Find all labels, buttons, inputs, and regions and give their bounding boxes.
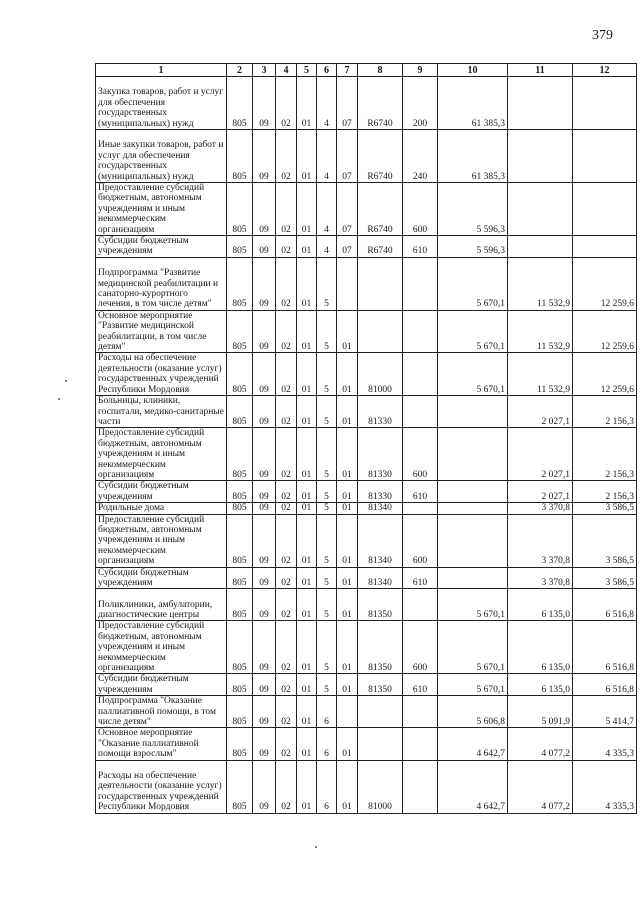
amount-cell: 6 516,8 (573, 621, 637, 674)
code-cell: 09 (253, 674, 276, 696)
amount-cell (508, 183, 573, 236)
code-cell (358, 728, 403, 760)
amount-cell: 2 156,3 (573, 396, 637, 428)
column-header: 12 (573, 64, 637, 77)
column-header: 2 (227, 64, 253, 77)
row-name-cell: Субсидии бюджетным учреждениям (96, 674, 227, 696)
column-header: 8 (358, 64, 403, 77)
table-row (96, 674, 637, 696)
code-cell: 6 (317, 760, 337, 813)
amount-cell (438, 481, 508, 503)
table-header-row (96, 64, 637, 77)
code-cell: 600 (403, 183, 438, 236)
code-cell: 09 (253, 621, 276, 674)
code-cell: 805 (227, 589, 253, 621)
code-cell: 02 (276, 728, 297, 760)
code-cell: 02 (276, 621, 297, 674)
code-cell: 07 (337, 77, 358, 130)
code-cell: 02 (276, 428, 297, 481)
code-cell: 805 (227, 428, 253, 481)
amount-cell: 4 642,7 (438, 728, 508, 760)
row-name-cell: Иные закупки товаров, работ и услуг для обеспечения государственных (муниципальных) нужд (96, 130, 227, 183)
code-cell: 01 (297, 503, 317, 514)
code-cell: 600 (403, 514, 438, 567)
code-cell: 01 (337, 481, 358, 503)
code-cell: 805 (227, 183, 253, 236)
code-cell: 5 (317, 503, 337, 514)
code-cell: 02 (276, 257, 297, 310)
code-cell: 01 (337, 514, 358, 567)
amount-cell: 3 370,8 (508, 503, 573, 514)
code-cell: 01 (297, 621, 317, 674)
amount-cell: 2 027,1 (508, 428, 573, 481)
code-cell: 09 (253, 257, 276, 310)
row-name-cell: Расходы на обеспечение деятельности (оказание услуг) государственных учреждений Республики Мордовия (96, 760, 227, 813)
code-cell: 805 (227, 310, 253, 353)
amount-cell: 3 370,8 (508, 514, 573, 567)
table-row (96, 396, 637, 428)
code-cell: 01 (297, 481, 317, 503)
code-cell: 805 (227, 257, 253, 310)
code-cell: 01 (337, 674, 358, 696)
amount-cell: 6 516,8 (573, 674, 637, 696)
code-cell: 02 (276, 183, 297, 236)
amount-cell (573, 130, 637, 183)
amount-cell: 5 670,1 (438, 257, 508, 310)
amount-cell: 5 606,8 (438, 696, 508, 728)
code-cell: 805 (227, 396, 253, 428)
amount-cell: 61 385,3 (438, 130, 508, 183)
code-cell: 01 (297, 760, 317, 813)
code-cell: 02 (276, 760, 297, 813)
amount-cell: 6 135,0 (508, 621, 573, 674)
amount-cell: 4 077,2 (508, 760, 573, 813)
code-cell (403, 257, 438, 310)
code-cell: 81340 (358, 503, 403, 514)
code-cell: 5 (317, 396, 337, 428)
row-name-cell: Подпрограмма "Оказание паллиативной помощи, в том числе детям" (96, 696, 227, 728)
amount-cell: 4 335,3 (573, 760, 637, 813)
code-cell: 805 (227, 674, 253, 696)
code-cell: 5 (317, 353, 337, 396)
amount-cell: 6 516,8 (573, 589, 637, 621)
amount-cell (438, 396, 508, 428)
code-cell: 805 (227, 728, 253, 760)
amount-cell: 2 027,1 (508, 396, 573, 428)
code-cell: 600 (403, 621, 438, 674)
code-cell: 600 (403, 428, 438, 481)
code-cell: 805 (227, 621, 253, 674)
amount-cell (438, 567, 508, 589)
code-cell: 5 (317, 621, 337, 674)
code-cell: 81350 (358, 621, 403, 674)
code-cell: 81330 (358, 428, 403, 481)
page-number: 379 (592, 28, 613, 43)
amount-cell: 2 156,3 (573, 428, 637, 481)
code-cell: R6740 (358, 236, 403, 258)
code-cell: 5 (317, 589, 337, 621)
code-cell: 81000 (358, 760, 403, 813)
amount-cell (508, 77, 573, 130)
code-cell: 81340 (358, 514, 403, 567)
amount-cell: 3 586,5 (573, 567, 637, 589)
code-cell: 805 (227, 353, 253, 396)
code-cell: 01 (297, 257, 317, 310)
code-cell: 07 (337, 236, 358, 258)
amount-cell: 5 414,7 (573, 696, 637, 728)
amount-cell: 3 370,8 (508, 567, 573, 589)
code-cell: 5 (317, 514, 337, 567)
code-cell: 81330 (358, 396, 403, 428)
code-cell: 01 (297, 514, 317, 567)
row-name-cell: Родильные дома (96, 503, 227, 514)
code-cell: 09 (253, 514, 276, 567)
code-cell: 02 (276, 567, 297, 589)
code-cell: 805 (227, 236, 253, 258)
code-cell: 4 (317, 236, 337, 258)
code-cell: 6 (317, 696, 337, 728)
code-cell (403, 353, 438, 396)
table-row (96, 503, 637, 514)
row-name-cell: Субсидии бюджетным учреждениям (96, 481, 227, 503)
code-cell (403, 310, 438, 353)
column-header: 7 (337, 64, 358, 77)
row-name-cell: Основное мероприятие "Оказание паллиативной помощи взрослым" (96, 728, 227, 760)
column-header: 3 (253, 64, 276, 77)
code-cell: R6740 (358, 183, 403, 236)
row-name-cell: Предоставление субсидий бюджетным, автономным учреждениям и иным некоммерческим организациям (96, 514, 227, 567)
amount-cell: 3 586,5 (573, 503, 637, 514)
code-cell: 02 (276, 310, 297, 353)
amount-cell: 12 259,6 (573, 353, 637, 396)
code-cell: 01 (337, 353, 358, 396)
amount-cell: 4 335,3 (573, 728, 637, 760)
code-cell: 01 (297, 310, 317, 353)
table-body (96, 77, 637, 814)
row-name-cell: Подпрограмма "Развитие медицинской реабилитации и санаторно-курортного лечения, в том числе детям" (96, 257, 227, 310)
table-row (96, 514, 637, 567)
code-cell: 09 (253, 728, 276, 760)
code-cell: R6740 (358, 77, 403, 130)
code-cell: 805 (227, 514, 253, 567)
amount-cell: 5 670,1 (438, 353, 508, 396)
amount-cell: 5 596,3 (438, 236, 508, 258)
code-cell: 01 (297, 589, 317, 621)
code-cell: 09 (253, 183, 276, 236)
column-header: 5 (297, 64, 317, 77)
code-cell: 805 (227, 696, 253, 728)
code-cell: 4 (317, 77, 337, 130)
code-cell: 02 (276, 674, 297, 696)
code-cell: 610 (403, 236, 438, 258)
code-cell: 01 (337, 567, 358, 589)
table-row (96, 760, 637, 813)
row-name-cell: Предоставление субсидий бюджетным, автономным учреждениям и иным некоммерческим организациям (96, 428, 227, 481)
table-row (96, 236, 637, 258)
code-cell: 07 (337, 183, 358, 236)
table-row (96, 428, 637, 481)
amount-cell (508, 236, 573, 258)
code-cell: 02 (276, 514, 297, 567)
amount-cell (573, 77, 637, 130)
scan-speck (315, 846, 317, 848)
code-cell: 02 (276, 481, 297, 503)
amount-cell: 5 091,9 (508, 696, 573, 728)
code-cell: 01 (337, 396, 358, 428)
amount-cell: 5 670,1 (438, 589, 508, 621)
code-cell: 01 (297, 696, 317, 728)
amount-cell: 5 670,1 (438, 621, 508, 674)
code-cell (358, 696, 403, 728)
code-cell: 09 (253, 236, 276, 258)
code-cell: 610 (403, 674, 438, 696)
code-cell: 09 (253, 503, 276, 514)
code-cell: 5 (317, 674, 337, 696)
code-cell: 01 (297, 674, 317, 696)
code-cell: 09 (253, 589, 276, 621)
code-cell: 01 (337, 760, 358, 813)
code-cell: 81350 (358, 589, 403, 621)
code-cell: 02 (276, 696, 297, 728)
code-cell: R6740 (358, 130, 403, 183)
scan-speck (58, 398, 60, 400)
code-cell: 01 (297, 728, 317, 760)
row-name-cell: Субсидии бюджетным учреждениям (96, 236, 227, 258)
column-header: 11 (508, 64, 573, 77)
code-cell: 5 (317, 257, 337, 310)
table-row (96, 353, 637, 396)
amount-cell: 12 259,6 (573, 310, 637, 353)
table-row (96, 77, 637, 130)
code-cell: 09 (253, 567, 276, 589)
code-cell: 07 (337, 130, 358, 183)
code-cell: 02 (276, 396, 297, 428)
code-cell (337, 696, 358, 728)
code-cell: 02 (276, 236, 297, 258)
amount-cell: 3 586,5 (573, 514, 637, 567)
code-cell: 09 (253, 696, 276, 728)
amount-cell (508, 130, 573, 183)
code-cell: 6 (317, 728, 337, 760)
amount-cell: 11 532,9 (508, 310, 573, 353)
code-cell: 5 (317, 567, 337, 589)
code-cell: 01 (297, 567, 317, 589)
row-name-cell: Поликлиники, амбулатории, диагностические центры (96, 589, 227, 621)
code-cell: 81350 (358, 674, 403, 696)
amount-cell: 5 596,3 (438, 183, 508, 236)
code-cell: 805 (227, 760, 253, 813)
code-cell: 02 (276, 589, 297, 621)
amount-cell: 2 027,1 (508, 481, 573, 503)
amount-cell (573, 236, 637, 258)
code-cell: 81000 (358, 353, 403, 396)
code-cell: 01 (297, 183, 317, 236)
code-cell: 5 (317, 310, 337, 353)
code-cell: 09 (253, 77, 276, 130)
code-cell: 01 (337, 589, 358, 621)
code-cell: 4 (317, 130, 337, 183)
amount-cell: 4 642,7 (438, 760, 508, 813)
code-cell (403, 589, 438, 621)
amount-cell (438, 514, 508, 567)
column-header: 4 (276, 64, 297, 77)
code-cell: 240 (403, 130, 438, 183)
table-row (96, 481, 637, 503)
amount-cell (573, 183, 637, 236)
code-cell: 09 (253, 310, 276, 353)
amount-cell (438, 428, 508, 481)
code-cell: 610 (403, 567, 438, 589)
code-cell: 01 (337, 621, 358, 674)
code-cell: 09 (253, 481, 276, 503)
code-cell: 09 (253, 760, 276, 813)
code-cell: 81340 (358, 567, 403, 589)
code-cell: 01 (297, 396, 317, 428)
budget-table (95, 63, 637, 814)
code-cell: 02 (276, 503, 297, 514)
amount-cell: 11 532,9 (508, 353, 573, 396)
amount-cell: 6 135,0 (508, 674, 573, 696)
code-cell: 5 (317, 481, 337, 503)
amount-cell: 12 259,6 (573, 257, 637, 310)
table-row (96, 696, 637, 728)
code-cell: 01 (297, 77, 317, 130)
code-cell: 5 (317, 428, 337, 481)
code-cell: 805 (227, 503, 253, 514)
code-cell: 02 (276, 77, 297, 130)
code-cell: 09 (253, 428, 276, 481)
amount-cell (438, 503, 508, 514)
row-name-cell: Субсидии бюджетным учреждениям (96, 567, 227, 589)
code-cell: 01 (297, 353, 317, 396)
code-cell: 09 (253, 396, 276, 428)
code-cell: 01 (337, 310, 358, 353)
code-cell: 805 (227, 481, 253, 503)
column-header: 6 (317, 64, 337, 77)
table-row (96, 589, 637, 621)
amount-cell: 61 385,3 (438, 77, 508, 130)
scan-speck (65, 380, 67, 382)
table-row (96, 621, 637, 674)
amount-cell: 6 135,0 (508, 589, 573, 621)
amount-cell: 2 156,3 (573, 481, 637, 503)
code-cell: 09 (253, 353, 276, 396)
column-header: 10 (438, 64, 508, 77)
code-cell: 01 (337, 428, 358, 481)
code-cell: 200 (403, 77, 438, 130)
row-name-cell: Предоставление субсидий бюджетным, автономным учреждениям и иным некоммерческим организациям (96, 621, 227, 674)
code-cell (358, 310, 403, 353)
code-cell: 09 (253, 130, 276, 183)
code-cell (358, 257, 403, 310)
code-cell (403, 503, 438, 514)
table-row (96, 567, 637, 589)
row-name-cell: Предоставление субсидий бюджетным, автономным учреждениям и иным некоммерческим организациям (96, 183, 227, 236)
column-header: 1 (96, 64, 227, 77)
code-cell: 02 (276, 130, 297, 183)
row-name-cell: Расходы на обеспечение деятельности (оказание услуг) государственных учреждений Республики Мордовия (96, 353, 227, 396)
code-cell: 805 (227, 77, 253, 130)
amount-cell: 11 532,9 (508, 257, 573, 310)
code-cell (337, 257, 358, 310)
column-header: 9 (403, 64, 438, 77)
code-cell: 02 (276, 353, 297, 396)
code-cell: 610 (403, 481, 438, 503)
code-cell: 01 (297, 428, 317, 481)
table-row (96, 183, 637, 236)
code-cell: 01 (297, 236, 317, 258)
row-name-cell: Больницы, клиники, госпитали, медико-санитарные части (96, 396, 227, 428)
code-cell: 01 (337, 728, 358, 760)
table-row (96, 728, 637, 760)
amount-cell: 4 077,2 (508, 728, 573, 760)
code-cell (403, 396, 438, 428)
code-cell: 01 (297, 130, 317, 183)
row-name-cell: Закупка товаров, работ и услуг для обеспечения государственных (муниципальных) нужд (96, 77, 227, 130)
code-cell (403, 728, 438, 760)
amount-cell: 5 670,1 (438, 674, 508, 696)
code-cell: 805 (227, 567, 253, 589)
code-cell: 01 (337, 503, 358, 514)
row-name-cell: Основное мероприятие "Развитие медицинской реабилитации, в том числе детям" (96, 310, 227, 353)
code-cell (403, 696, 438, 728)
table-row (96, 130, 637, 183)
table-row (96, 310, 637, 353)
code-cell: 805 (227, 130, 253, 183)
table-row (96, 257, 637, 310)
amount-cell: 5 670,1 (438, 310, 508, 353)
code-cell: 4 (317, 183, 337, 236)
code-cell: 81330 (358, 481, 403, 503)
code-cell (403, 760, 438, 813)
